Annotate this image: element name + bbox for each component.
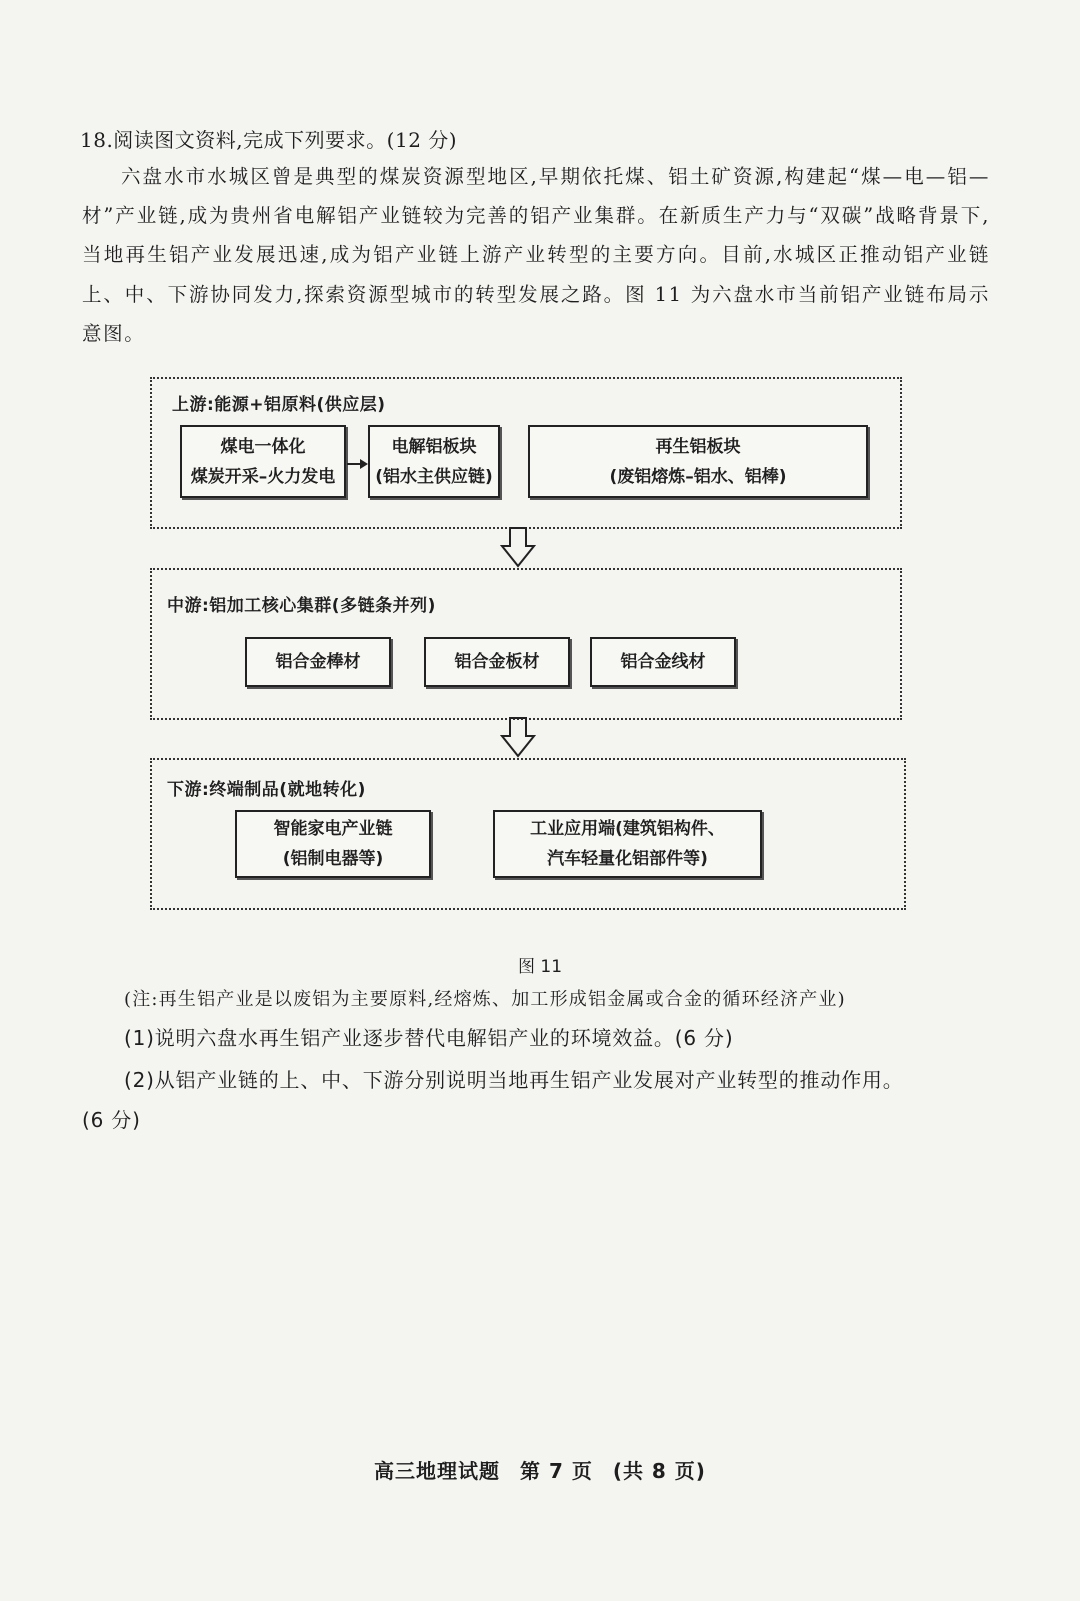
- electrolytic-aluminum-box-line1: 电解铝板块: [391, 436, 477, 457]
- industrial-application-box-line1: 工业应用端(建筑铝构件、: [530, 819, 725, 839]
- question-passage: 六盘水市水城区曾是典型的煤炭资源型地区,早期依托煤、铝土矿资源,构建起“煤—电—铝—材”产业链,成为贵州省电解铝产业链较为完善的铝产业集群。在新质生产力与“双碳”战略背景下,当地再生铝产业发展迅速,成为铝产业链上游产业转型的主要方向。目前,水城区正推动铝产业链上、中、下游协同发力,探索资源型城市的转型发展之路。图 11 为六盘水市当前铝产业链布局示意图。: [82, 165, 990, 345]
- footer-subject: 高三地理试题: [374, 1459, 501, 1483]
- alloy-rod-box: [245, 637, 391, 687]
- figure-caption: 图 11: [517, 957, 563, 977]
- recycled-aluminum-box: [528, 425, 868, 498]
- alloy-plate-box-label: 铝合金板材: [454, 652, 540, 672]
- page-footer: [0, 1455, 1080, 1484]
- electrolytic-aluminum-box-line2: (铝水主供应链): [375, 466, 493, 487]
- alloy-wire-box: [590, 637, 736, 687]
- industrial-application-box-line2: 汽车轻量化铝部件等): [547, 849, 708, 869]
- sub-question-2-score: (6 分): [82, 1108, 141, 1132]
- smart-appliance-box-line2: (铝制电器等): [282, 849, 384, 869]
- sub-question-2: (2)从铝产业链的上、中、下游分别说明当地再生铝产业发展对产业转型的推动作用。: [124, 1068, 904, 1092]
- recycled-aluminum-box-line2: (废铝熔炼–铝水、铝棒): [609, 466, 787, 487]
- midstream-label: 中游:铝加工核心集群(多链条并列): [167, 596, 436, 616]
- downstream-label: 下游:终端制品(就地转化): [167, 780, 366, 800]
- coal-power-box-line1: 煤电一体化: [220, 436, 306, 457]
- coal-power-box-line2: 煤炭开采–火力发电: [190, 466, 336, 487]
- figure-note: (注:再生铝产业是以废铝为主要原料,经熔炼、加工形成铝金属或合金的循环经济产业): [124, 989, 846, 1010]
- smart-appliance-box-line1: 智能家电产业链: [273, 819, 393, 839]
- upstream-to-midstream-arrow-icon: [500, 526, 536, 568]
- sub-question-1: (1)说明六盘水再生铝产业逐步替代电解铝产业的环境效益。(6 分): [124, 1026, 734, 1050]
- industrial-application-box: [493, 810, 762, 878]
- question-title: 18.阅读图文资料,完成下列要求。(12 分): [80, 128, 458, 152]
- coal-power-box: [180, 425, 346, 498]
- alloy-plate-box: [424, 637, 570, 687]
- electrolytic-aluminum-box: [368, 425, 500, 498]
- smart-appliance-box: [235, 810, 431, 878]
- footer-page-number: 第 7 页: [520, 1459, 593, 1483]
- recycled-aluminum-box-line1: 再生铝板块: [655, 436, 741, 457]
- alloy-rod-box-label: 铝合金棒材: [275, 652, 361, 672]
- upstream-label: 上游:能源+铝原料(供应层): [172, 395, 386, 415]
- alloy-wire-box-label: 铝合金线材: [620, 652, 706, 672]
- midstream-to-downstream-arrow-icon: [500, 716, 536, 758]
- footer-total-pages: (共 8 页): [612, 1459, 706, 1483]
- coal-to-electrolytic-arrow-icon: [346, 456, 370, 472]
